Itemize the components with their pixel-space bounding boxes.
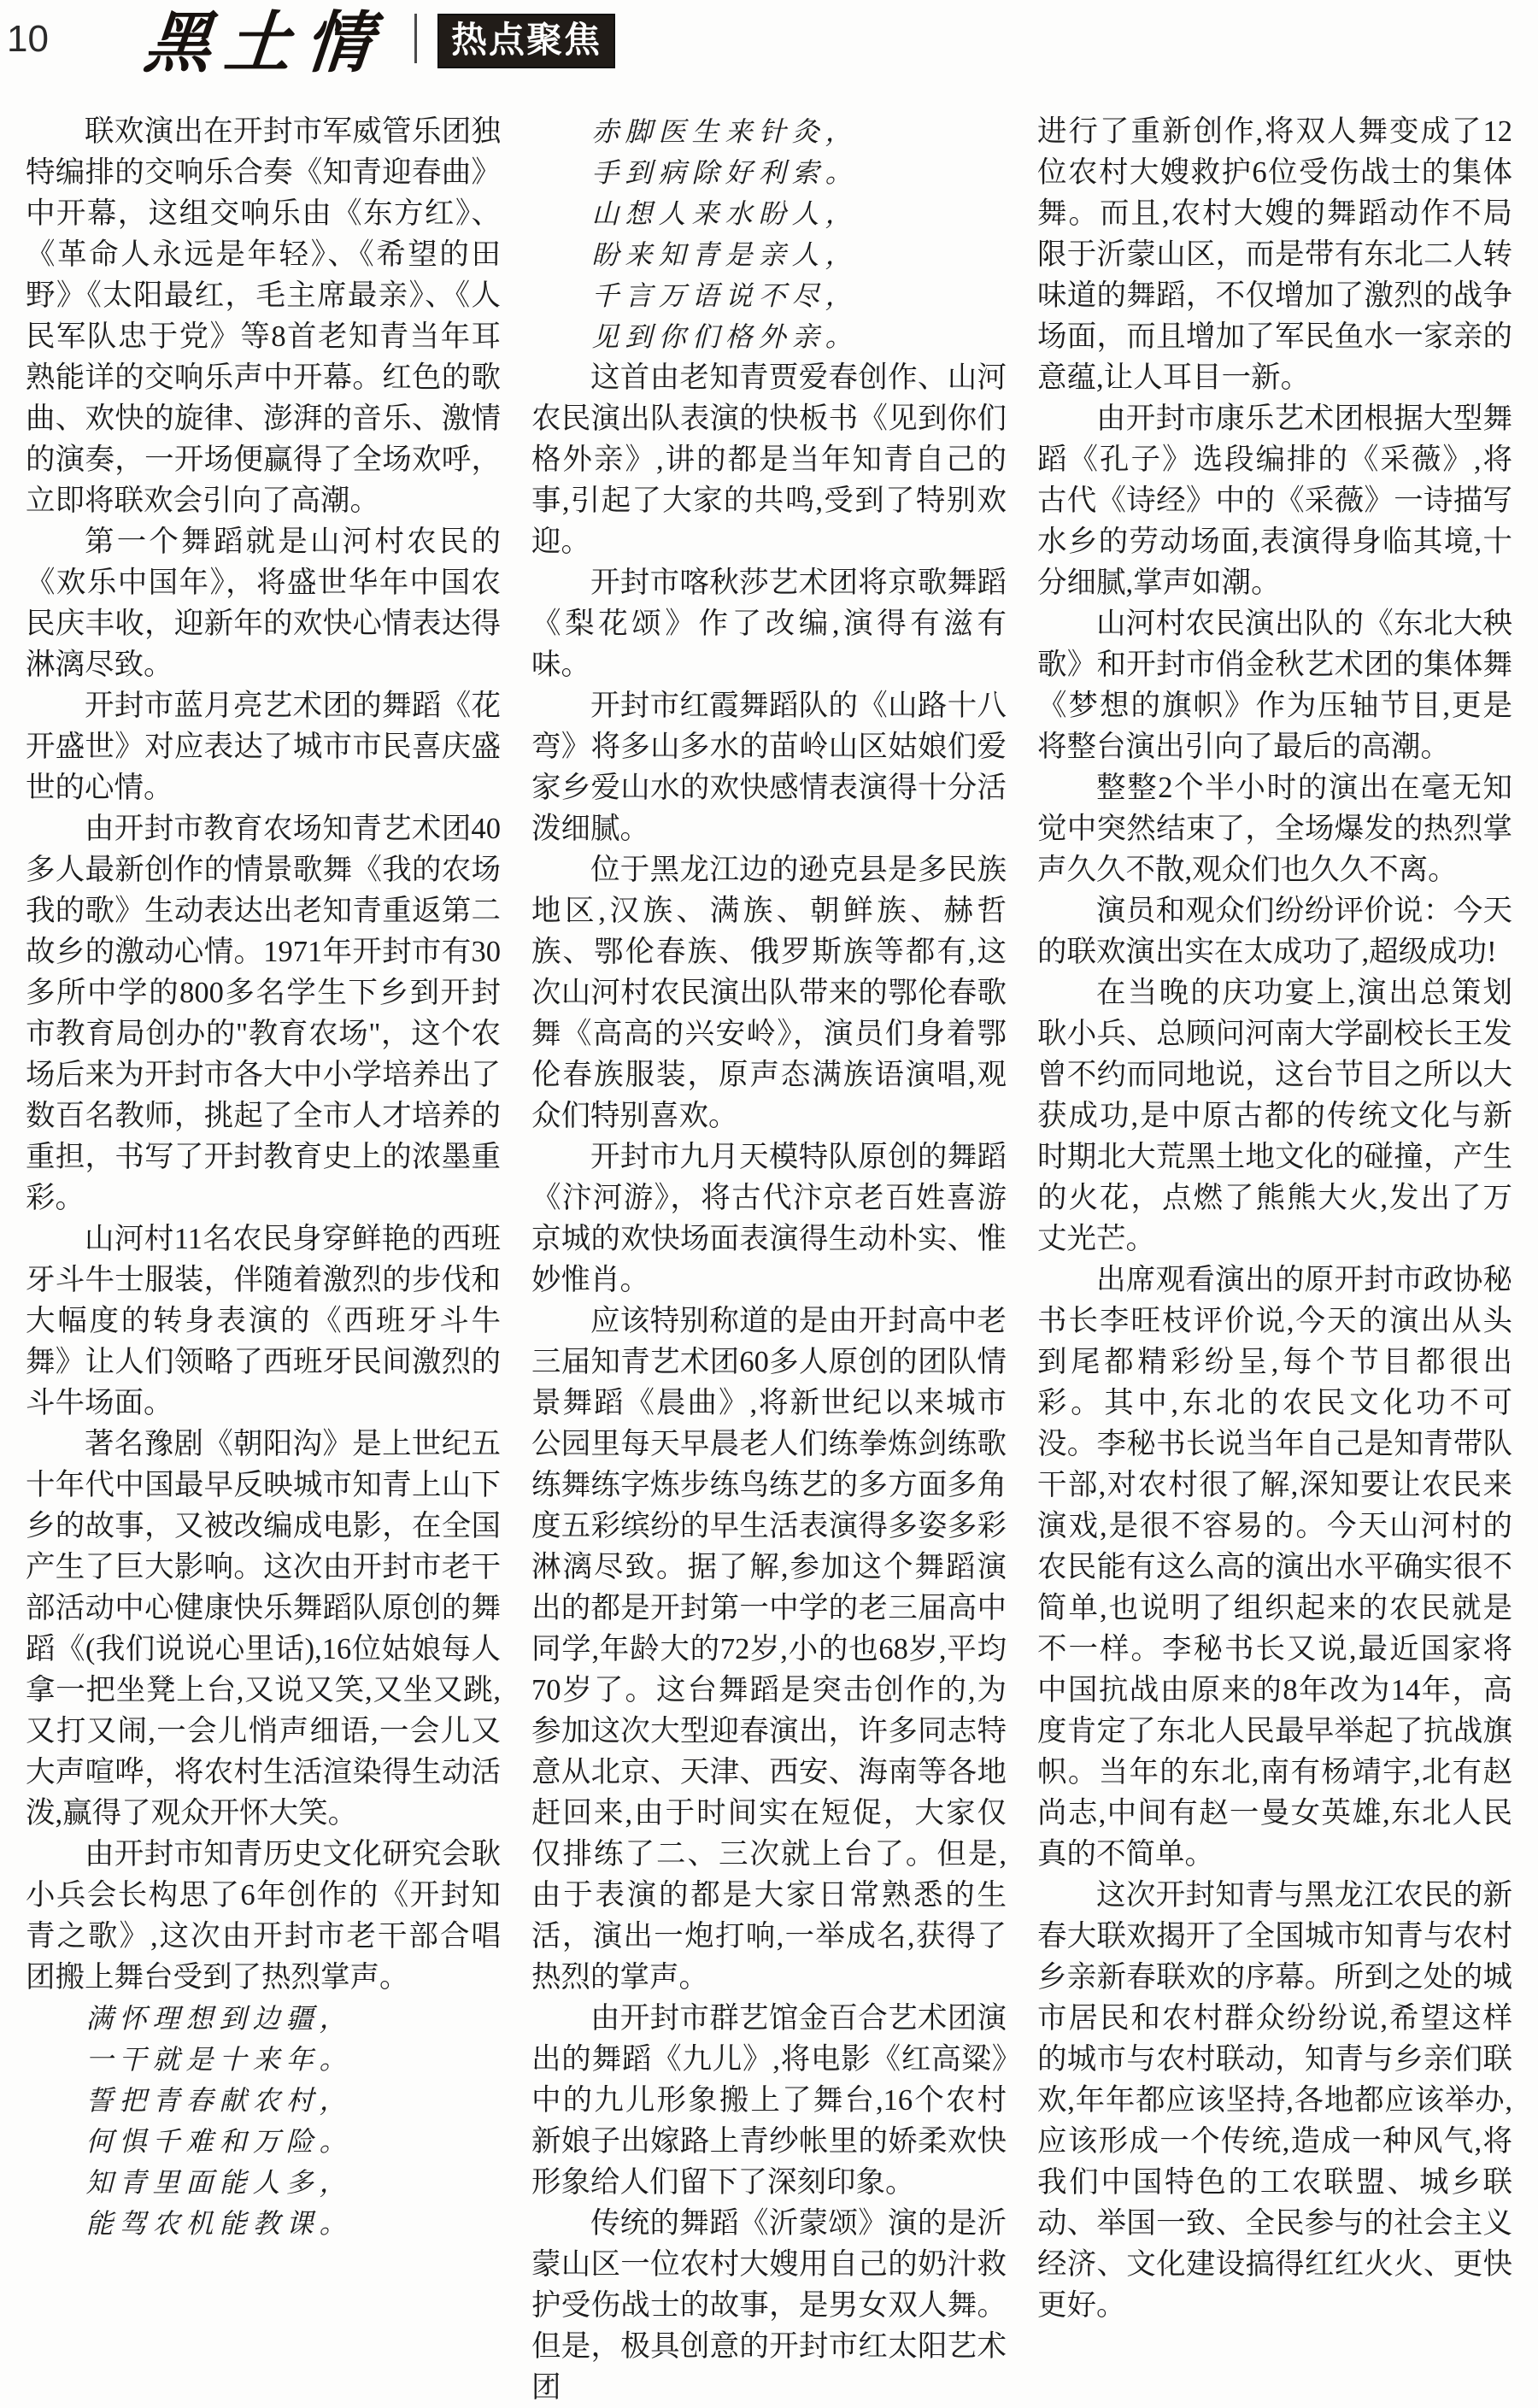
paragraph: 开封市蓝月亮艺术团的舞蹈《花开盛世》对应表达了城市市民喜庆盛世的心情。 [26,690,501,804]
verse-line: 一干就是十来年。 [85,2044,353,2075]
page-number: 10 [7,18,49,60]
verse-line: 知青里面能人多， [85,2167,353,2198]
verse-line: 赤脚医生来针灸， [591,116,859,147]
verse-line: 誓把青春献农村， [85,2085,353,2116]
masthead-calligraphy: 黑土情 [141,6,389,80]
verse-line: 手到病除好利索。 [591,157,859,188]
article-column-2 [531,111,1007,2408]
article-body [7,87,1516,2408]
article-column-1 [26,111,501,2408]
paragraph: 山河村农民演出队的《东北大秧歌》和开封市俏金秋艺术团的集体舞《梦想的旗帜》作为压轴节目,更是将整台演出引向了最后的高潮。 [1037,608,1512,763]
paragraph: 位于黑龙江边的逊克县是多民族地区,汉族、满族、朝鲜族、赫哲族、鄂伦春族、俄罗斯族等都有,这次山河村农民演出队带来的鄂伦春歌舞《高高的兴安岭》，演员们身着鄂伦春族服装，原声态满族语演唱,观众们特别喜欢。 [531,854,1007,1132]
paragraph: 著名豫剧《朝阳沟》是上世纪五十年代中国最早反映城市知青上山下乡的故事，又被改编成电影，在全国产生了巨大影响。这次由开封市老干部活动中心健康快乐舞蹈队原创的舞蹈《(我们说说心里话),16位姑娘每人拿一把坐凳上台,又说又笑,又坐又跳,又打又闹,一会儿悄声细语,一会儿又大声喧哗，将农村生活渲染得生动活泼,赢得了观众开怀大笑。 [26,1428,501,1829]
verse-line: 千言万语说不尽， [591,280,859,311]
paragraph: 出席观看演出的原开封市政协秘书长李旺枝评价说,今天的演出从头到尾都精彩纷呈,每个节目都很出彩。其中,东北的农民文化功不可没。李秘书长说当年自己是知青带队干部,对农村很了解,深知要让农民来演戏,是很不容易的。今天山河村的农民能有这么高的演出水平确实很不简单,也说明了组织起来的农民就是不一样。李秘书长又说,最近国家将中国抗战由原来的8年改为14年，高度肯定了东北人民最早举起了抗战旗帜。当年的东北,南有杨靖宇,北有赵尚志,中间有赵一曼女英雄,东北人民真的不简单。 [1037,1264,1512,1871]
verse-line: 能驾农机能教课。 [85,2208,353,2239]
verse-line: 盼来知青是亲人， [591,239,859,270]
page-header [7,6,1516,87]
paragraph: 演员和观众们纷纷评价说：今天的联欢演出实在太成功了,超级成功! [1037,895,1512,968]
paragraph: 整整2个半小时的演出在毫无知觉中突然结束了，全场爆发的热烈掌声久久不散,观众们也久久不离。 [1037,772,1512,886]
verse-line: 山想人来水盼人， [591,198,859,229]
paragraph: 这首由老知青贾爱春创作、山河农民演出队表演的快板书《见到你们格外亲》,讲的都是当年知青自己的事,引起了大家的共鸣,受到了特别欢迎。 [531,361,1007,558]
paragraph: 由开封市群艺馆金百合艺术团演出的舞蹈《九儿》,将电影《红高粱》中的九儿形象搬上了舞台,16个农村新娘子出嫁路上青纱帐里的娇柔欢快形象给人们留下了深刻印象。 [531,2002,1007,2199]
paragraph: 由开封市知青历史文化研究会耿小兵会长构思了6年创作的《开封知青之歌》,这次由开封市老干部合唱团搬上舞台受到了热烈掌声。 [26,1838,501,1994]
article-column-3 [1037,111,1512,2408]
paragraph: 应该特别称道的是由开封高中老三届知青艺术团60多人原创的团队情景舞蹈《晨曲》,将新世纪以来城市公园里每天早晨老人们练拳炼剑练歌练舞练字炼步练鸟练艺的多方面多角度五彩缤纷的早生活表演得多姿多彩淋漓尽致。据了解,参加这个舞蹈演出的都是开封第一中学的老三届高中同学,年龄大的72岁,小的也68岁,平均70岁了。这台舞蹈是突击创作的,为参加这次大型迎春演出，许多同志特意从北京、天津、西安、海南等各地赶回来,由于时间实在短促，大家仅仅排练了二、三次就上台了。但是,由于表演的都是大家日常熟悉的生活，演出一炮打响,一举成名,获得了热烈的掌声。 [531,1305,1007,1994]
paragraph: 由开封市康乐艺术团根据大型舞蹈《孔子》选段编排的《采薇》,将古代《诗经》中的《采薇》一诗描写水乡的劳动场面,表演得身临其境,十分细腻,掌声如潮。 [1037,402,1512,599]
verse-line: 见到你们格外亲。 [591,321,859,352]
paragraph: 山河村11名农民身穿鲜艳的西班牙斗牛士服装，伴随着激烈的步伐和大幅度的转身表演的《西班牙斗牛舞》让人们领略了西班牙民间激烈的斗牛场面。 [26,1223,501,1419]
section-badge: 热点聚焦 [437,14,615,68]
paragraph: 由开封市教育农场知青艺术团40多人最新创作的情景歌舞《我的农场我的歌》生动表达出老知青重返第二故乡的激动心情。1971年开封市有30多所中学的800多名学生下乡到开封市教育局创办的"教育农场"，这个农场后来为开封市各大中小学培养出了数百名教师，挑起了全市人才培养的重担，书写了开封教育史上的浓墨重彩。 [26,813,501,1214]
paragraph: 进行了重新创作,将双人舞变成了12位农村大嫂救护6位受伤战士的集体舞。而且,农村大嫂的舞蹈动作不局限于沂蒙山区，而是带有东北二人转味道的舞蹈，不仅增加了激烈的战争场面，而且增加了军民鱼水一家亲的意蕴,让人耳目一新。 [1037,115,1512,394]
paragraph: 开封市九月天模特队原创的舞蹈《汴河游》，将古代汴京老百姓喜游京城的欢快场面表演得生动朴实、惟妙惟肖。 [531,1141,1007,1296]
verse-line: 何惧千难和万险。 [85,2126,353,2157]
paragraph: 第一个舞蹈就是山河村农民的《欢乐中国年》，将盛世华年中国农民庆丰收，迎新年的欢快心情表达得淋漓尽致。 [26,526,501,681]
paragraph: 这次开封知青与黑龙江农民的新春大联欢揭开了全国城市知青与农村乡亲新春联欢的序幕。所到之处的城市居民和农村群众纷纷说,希望这样的城市与农村联动，知青与乡亲们联欢,年年都应该坚持,各地都应该举办,应该形成一个传统,造成一种风气,将我们中国特色的工农联盟、城乡联动、举国一致、全民参与的社会主义经济、文化建设搞得红红火火、更快更好。 [1037,1879,1512,2322]
verse-line: 满怀理想到边疆， [85,2003,353,2034]
paragraph: 开封市喀秋莎艺术团将京歌舞蹈《梨花颂》作了改编,演得有滋有味。 [531,567,1007,681]
paragraph: 联欢演出在开封市军威管乐团独特编排的交响乐合奏《知青迎春曲》中开幕，这组交响乐由《东方红》、《革命人永远是年轻》、《希望的田野》《太阳最红，毛主席最亲》、《人民军队忠于党》等8首老知青当年耳熟能详的交响乐声中开幕。红色的歌曲、欢快的旋律、澎湃的音乐、激情的演奏，一开场便赢得了全场欢呼，立即将联欢会引向了高潮。 [26,115,501,517]
paragraph: 传统的舞蹈《沂蒙颂》演的是沂蒙山区一位农村大嫂用自己的奶汁救护受伤战士的故事，是男女双人舞。但是，极具创意的开封市红太阳艺术团 [531,2207,1007,2404]
paragraph: 开封市红霞舞蹈队的《山路十八弯》将多山多水的苗岭山区姑娘们爱家乡爱山水的欢快感情表演得十分活泼细腻。 [531,690,1007,845]
paragraph: 在当晚的庆功宴上,演出总策划耿小兵、总顾问河南大学副校长王发曾不约而同地说，这台节目之所以大获成功,是中原古都的传统文化与新时期北大荒黑土地文化的碰撞，产生的火花，点燃了熊熊大火,发出了万丈光芒。 [1037,977,1512,1255]
header-divider [414,14,417,63]
